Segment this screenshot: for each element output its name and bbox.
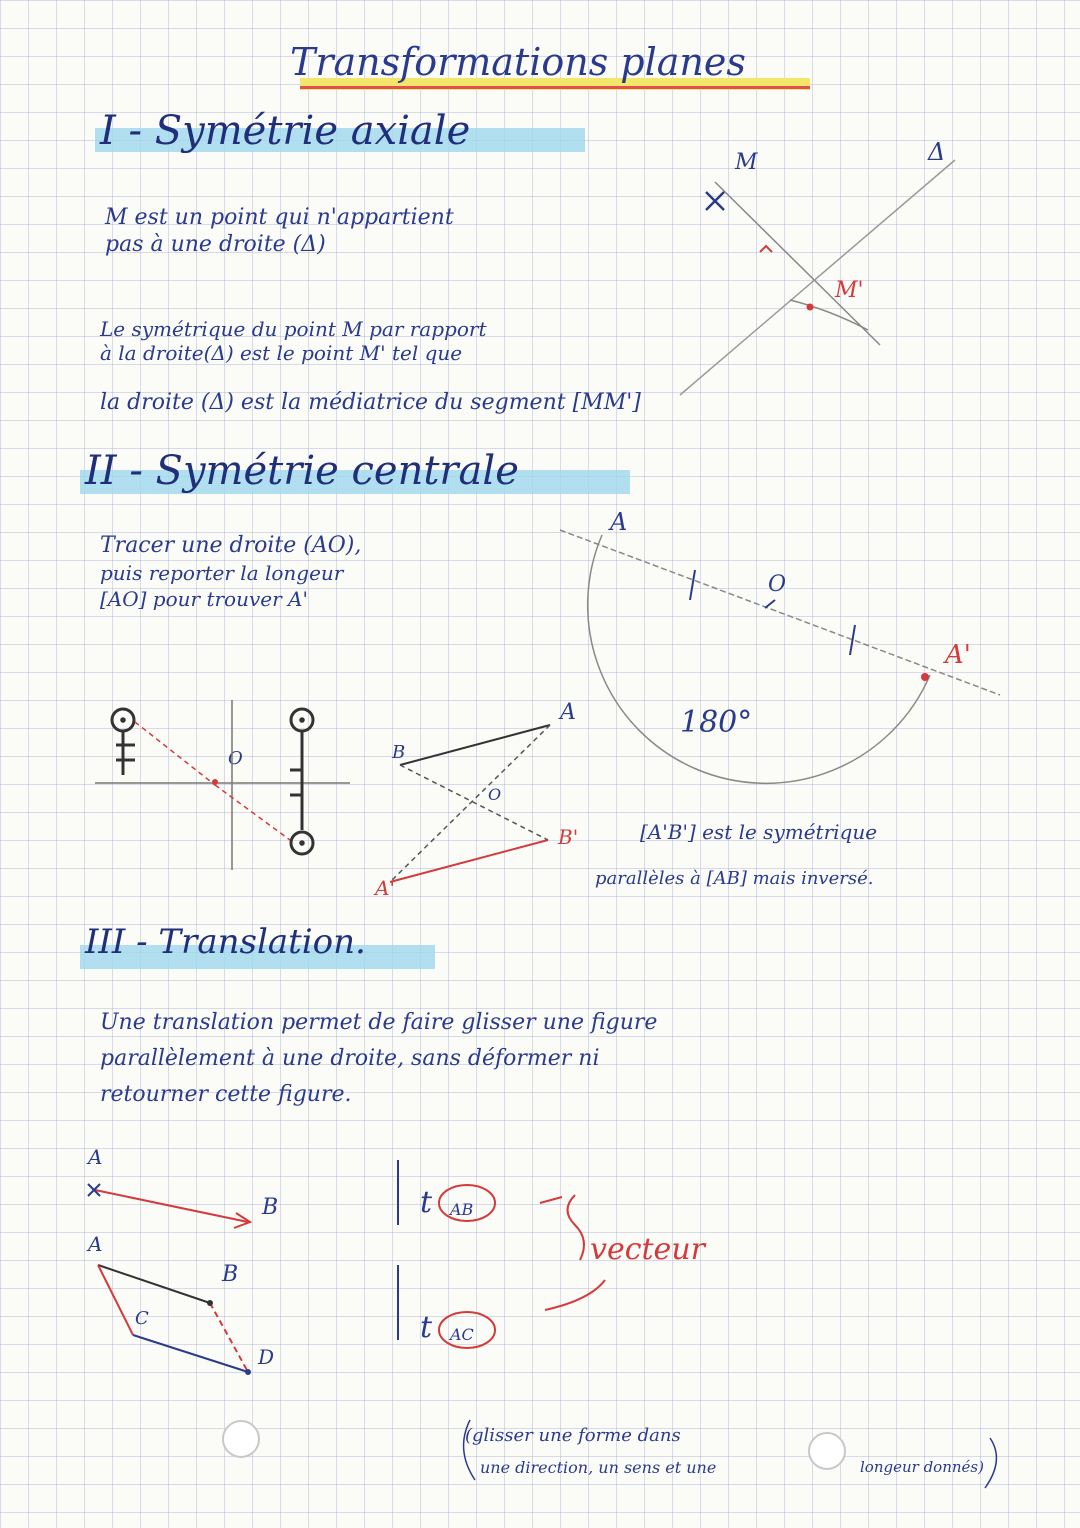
section3-heading: III - Translation. xyxy=(85,922,366,962)
t-notation xyxy=(398,1160,605,1348)
section3-text-line3: retourner cette figure. xyxy=(100,1082,352,1107)
section2-text-line1: Tracer une droite (AO), xyxy=(100,533,362,558)
label-A: A xyxy=(610,508,628,536)
fig2-label-A-prime: A' xyxy=(375,876,395,900)
fig1-head-dot xyxy=(121,718,125,722)
section2-heading: II - Symétrie centrale xyxy=(85,448,519,494)
sym-fig1 xyxy=(95,700,350,870)
vector-AB: AB xyxy=(450,1200,474,1219)
section1-heading: I - Symétrie axiale xyxy=(100,108,471,154)
label-A-prime: A' xyxy=(945,640,971,670)
arc-construction xyxy=(790,300,868,330)
segment-MM-prime xyxy=(715,182,880,345)
paren-left xyxy=(464,1420,475,1480)
section1-text2-line1: Le symétrique du point M par rapport xyxy=(100,317,487,341)
sym-fig2 xyxy=(390,725,550,882)
section3-text-line1: Une translation permet de faire glisser une figure xyxy=(100,1010,658,1035)
label-M: M xyxy=(735,150,758,175)
trans-fig2-label-B: B xyxy=(222,1262,239,1287)
section2-text-line3: [AO] pour trouver A' xyxy=(100,587,308,611)
circle-AB xyxy=(439,1185,495,1221)
section2-note-line1: [A'B'] est le symétrique xyxy=(640,820,878,844)
central-symmetry-figure xyxy=(560,530,1000,783)
fig2-label-B: B xyxy=(392,742,406,763)
circle-AC xyxy=(439,1312,495,1348)
dash-A-A-prime xyxy=(390,725,550,882)
section1-text1-line2: pas à une droite (Δ) xyxy=(105,232,326,257)
trans-fig2-label-C: C xyxy=(135,1308,149,1329)
fig2-label-A: A xyxy=(560,700,576,725)
trans-fig2-label-D: D xyxy=(258,1345,275,1369)
fig2-label-O: O xyxy=(488,785,502,804)
fig2-label-B-prime: B' xyxy=(558,825,579,849)
page-title: Transformations planes xyxy=(290,40,746,84)
line-AO xyxy=(560,530,1000,695)
t-label-1: t xyxy=(420,1185,433,1220)
fig1-label-O: O xyxy=(228,748,243,769)
section3-text-line2: parallèlement à une droite, sans déformer ni xyxy=(100,1046,600,1071)
dash-B-B-prime xyxy=(400,765,548,840)
curve-arrow-2 xyxy=(545,1280,605,1310)
segment-AB xyxy=(400,725,550,765)
section2-text-line2: puis reporter la longeur xyxy=(100,561,344,585)
right-angle-mark xyxy=(760,246,772,252)
trans-fig2-label-A: A xyxy=(88,1232,103,1256)
fig1-dash-1 xyxy=(135,722,215,785)
point-M-prime xyxy=(807,304,814,311)
section3-note-line1: (glisser une forme dans xyxy=(465,1425,681,1446)
translation-fig1 xyxy=(88,1184,250,1228)
label-delta: Δ xyxy=(928,138,946,166)
point-O-mark xyxy=(765,600,775,608)
vector-word: vecteur xyxy=(590,1232,705,1267)
vector-AB-arrow xyxy=(95,1190,248,1222)
section1-text1-line1: M est un point qui n'appartient xyxy=(105,205,454,230)
label-M-prime: M' xyxy=(835,278,864,303)
point-M-cross xyxy=(706,192,724,210)
t-label-2: t xyxy=(420,1310,433,1345)
trans-fig1-label-B: B xyxy=(262,1195,279,1220)
section3-note-line3: longeur donnés) xyxy=(860,1458,984,1476)
trans-fig1-label-A: A xyxy=(88,1145,103,1169)
segment-A-prime-B-prime xyxy=(390,840,548,882)
angle-180: 180° xyxy=(680,705,753,740)
fig1-dash-2 xyxy=(215,785,290,840)
translation-fig2 xyxy=(98,1265,251,1375)
section1-text2-line2: à la droite(Δ) est le point M' tel que xyxy=(100,341,463,365)
label-O: O xyxy=(768,572,787,597)
arc-180 xyxy=(588,535,930,783)
vector-AC: AC xyxy=(450,1325,474,1344)
paren-right xyxy=(985,1438,996,1488)
fig1-center xyxy=(212,779,218,785)
curve-arrow-1 xyxy=(568,1195,585,1260)
section1-text2-line3: la droite (Δ) est la médiatrice du segment [MM'] xyxy=(100,390,641,415)
point-A-prime xyxy=(921,673,929,681)
section3-note-line2: une direction, un sens et une xyxy=(480,1458,717,1477)
tick-2 xyxy=(850,625,855,655)
tick-1 xyxy=(690,570,695,600)
section2-note-line2: parallèles à [AB] mais inversé. xyxy=(595,868,874,889)
